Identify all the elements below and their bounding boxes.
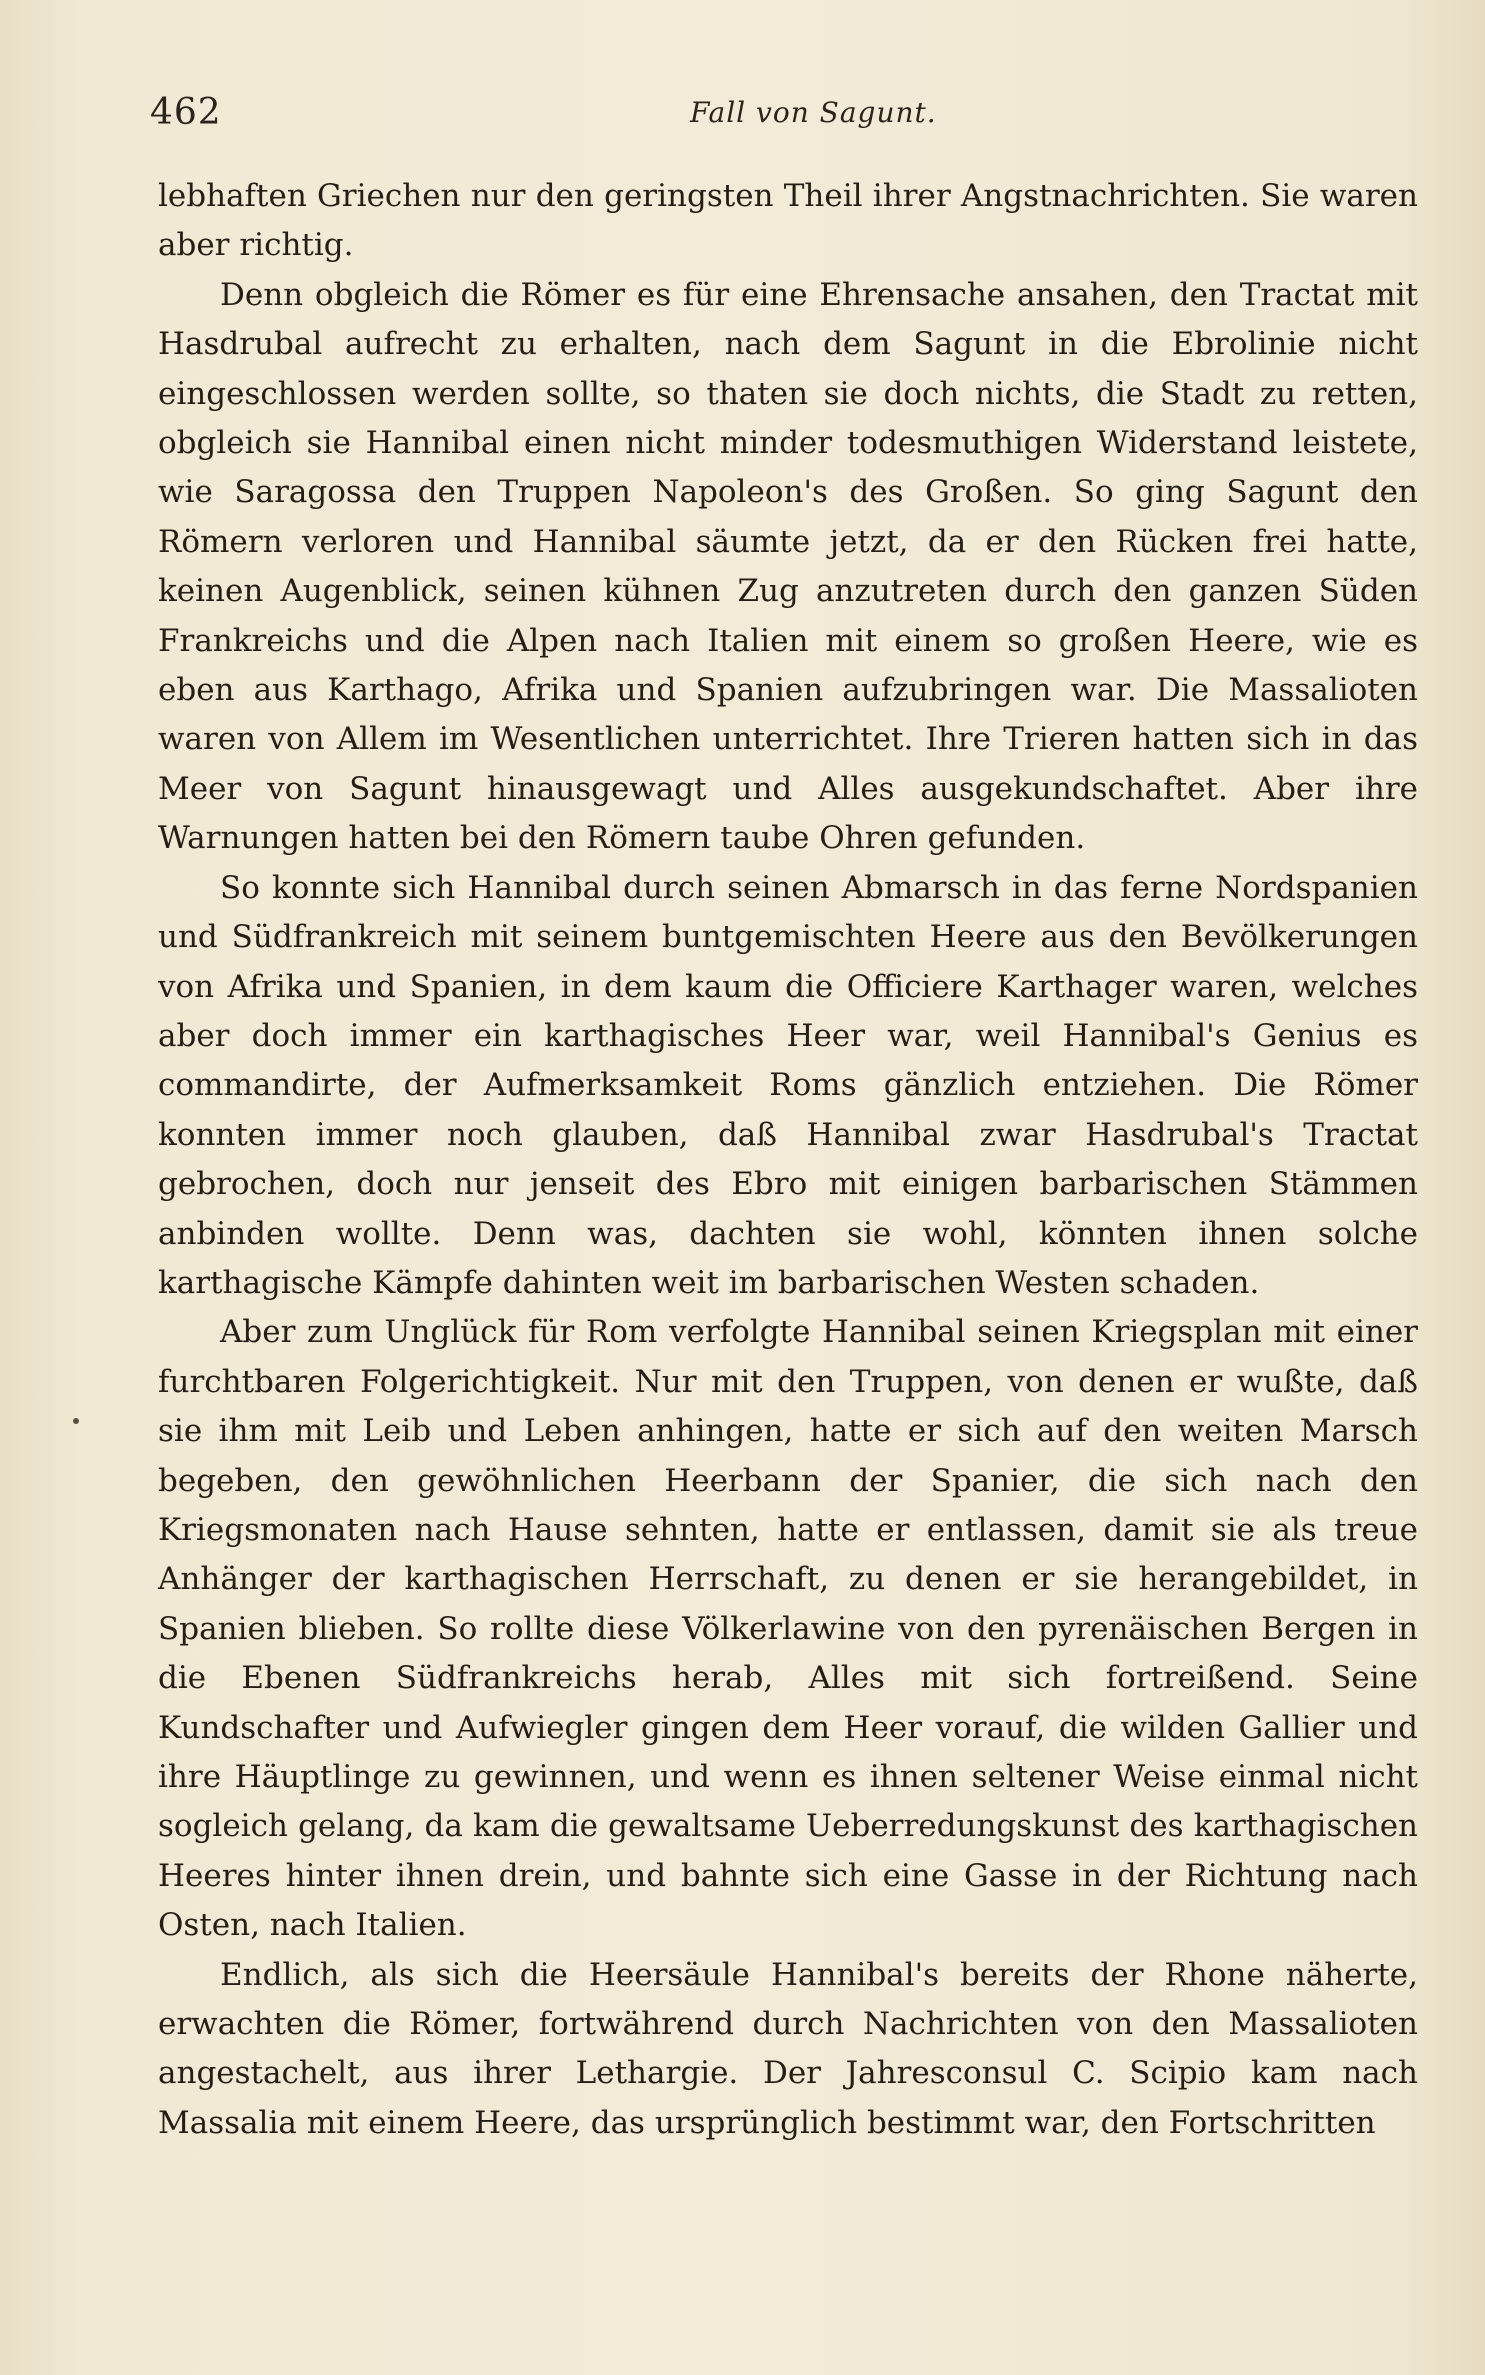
paragraph-1: lebhaften Griechen nur den geringsten Theil ihrer Angstnachrichten. Sie waren aber richtig. [158, 178, 1418, 264]
page-header [150, 92, 1335, 142]
paragraph-5: Endlich, als sich die Heersäule Hannibal's bereits der Rhone näherte, erwachten die Römer, fortwährend durch Nachrichten von den Massalioten angestachelt, aus ihrer Lethargie. Der Jahresconsul C. Scipio kam nach Massalia mit einem Heere, das ursprünglich bestimmt war, den Fortschritten [158, 1956, 1418, 2141]
page-number: 462 [150, 92, 222, 133]
margin-ink-speck [73, 1418, 79, 1424]
running-head: Fall von Sagunt. [690, 96, 937, 129]
paragraph-2: Denn obgleich die Römer es für eine Ehrensache ansahen, den Tractat mit Hasdrubal aufrecht zu erhalten, nach dem Sagunt in die Ebrolinie nicht eingeschlossen werden sollte, so thaten sie doch nichts, die Stadt zu retten, obgleich sie Hannibal einen nicht minder todesmuthigen Widerstand leistete, wie Saragossa den Truppen Napoleon's des Großen. So ging Sagunt den Römern verloren und Hannibal säumte jetzt, da er den Rücken frei hatte, keinen Augenblick, seinen kühnen Zug anzutreten durch den ganzen Süden Frankreichs und die Alpen nach Italien mit einem so großen Heere, wie es eben aus Karthago, Afrika und Spanien aufzubringen war. Die Massalioten waren von Allem im Wesentlichen unterrichtet. Ihre Trieren hatten sich in das Meer von Sagunt hinausgewagt und Alles ausgekundschaftet. Aber ihre Warnungen hatten bei den Römern taube Ohren gefunden. [158, 276, 1418, 857]
body-text [158, 172, 1418, 2148]
paragraph-4: Aber zum Unglück für Rom verfolgte Hannibal seinen Kriegsplan mit einer furchtbaren Folgerichtigkeit. Nur mit den Truppen, von denen er wußte, daß sie ihm mit Leib und Leben anhingen, hatte er sich auf den weiten Marsch begeben, den gewöhnlichen Heerbann der Spanier, die sich nach den Kriegsmonaten nach Hause sehnten, hatte er entlassen, damit sie als treue Anhänger der karthagischen Herrschaft, zu denen er sie herangebildet, in Spanien blieben. So rollte diese Völkerlawine von den pyrenäischen Bergen in die Ebenen Südfrankreichs herab, Alles mit sich fortreißend. Seine Kundschafter und Aufwiegler gingen dem Heer vorauf, die wilden Gallier und ihre Häuptlinge zu gewinnen, und wenn es ihnen seltener Weise einmal nicht sogleich gelang, da kam die gewaltsame Ueberredungskunst des karthagischen Heeres hinter ihnen drein, und bahnte sich eine Gasse in der Richtung nach Osten, nach Italien. [158, 1314, 1418, 1944]
paragraph-3: So konnte sich Hannibal durch seinen Abmarsch in das ferne Nordspanien und Südfrankreich mit seinem buntgemischten Heere aus den Bevölkerungen von Afrika und Spanien, in dem kaum die Officiere Karthager waren, welches aber doch immer ein karthagisches Heer war, weil Hannibal's Genius es commandirte, der Aufmerksamkeit Roms gänzlich entziehen. Die Römer konnten immer noch glauben, daß Hannibal zwar Hasdrubal's Tractat gebrochen, doch nur jenseit des Ebro mit einigen barbarischen Stämmen anbinden wollte. Denn was, dachten sie wohl, könnten ihnen solche karthagische Kämpfe dahinten weit im barbarischen Westen schaden. [158, 869, 1418, 1301]
